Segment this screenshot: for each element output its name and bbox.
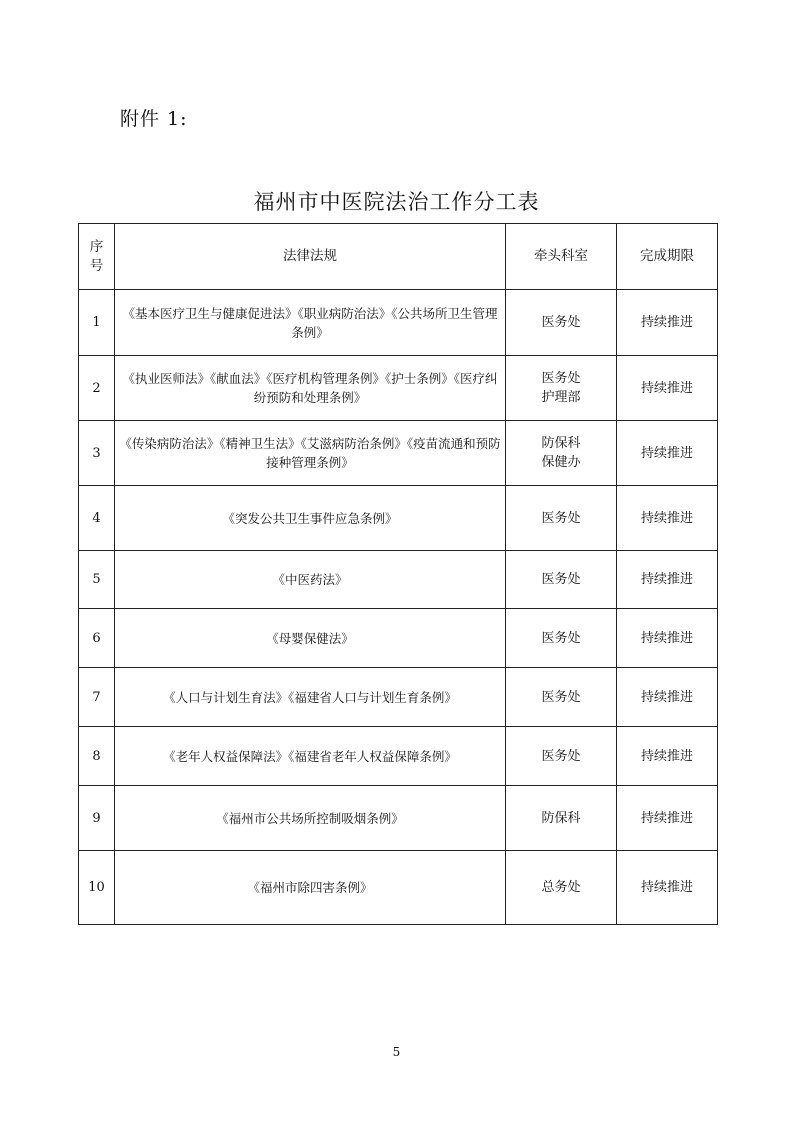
row-deadline: 持续推进 bbox=[617, 356, 718, 421]
table-header-row bbox=[79, 224, 718, 290]
table-row bbox=[79, 786, 718, 851]
row-deadline: 持续推进 bbox=[617, 551, 718, 609]
row-deadline: 持续推进 bbox=[617, 486, 718, 551]
table-row bbox=[79, 421, 718, 486]
header-serial-number: 序 号 bbox=[79, 224, 115, 290]
table-row bbox=[79, 609, 718, 668]
row-lead-department: 医务处 bbox=[506, 486, 617, 551]
row-serial-number: 3 bbox=[79, 421, 115, 486]
row-laws-regulations: 《基本医疗卫生与健康促进法》《职业病防治法》《公共场所卫生管理条例》 bbox=[115, 290, 506, 356]
row-deadline: 持续推进 bbox=[617, 609, 718, 668]
row-lead-department: 医务处 bbox=[506, 290, 617, 356]
row-laws-regulations: 《突发公共卫生事件应急条例》 bbox=[115, 486, 506, 551]
row-lead-department: 防保科 bbox=[506, 786, 617, 851]
row-deadline: 持续推进 bbox=[617, 851, 718, 925]
row-serial-number: 6 bbox=[79, 609, 115, 668]
row-laws-regulations: 《母婴保健法》 bbox=[115, 609, 506, 668]
table-row bbox=[79, 551, 718, 609]
row-serial-number: 1 bbox=[79, 290, 115, 356]
table-row bbox=[79, 668, 718, 727]
table-row bbox=[79, 290, 718, 356]
row-lead-department: 医务处 bbox=[506, 668, 617, 727]
row-lead-department: 医务处 bbox=[506, 609, 617, 668]
table-row bbox=[79, 486, 718, 551]
row-laws-regulations: 《福州市除四害条例》 bbox=[115, 851, 506, 925]
row-lead-department: 医务处 bbox=[506, 551, 617, 609]
row-deadline: 持续推进 bbox=[617, 421, 718, 486]
row-serial-number: 4 bbox=[79, 486, 115, 551]
row-serial-number: 7 bbox=[79, 668, 115, 727]
table-body bbox=[79, 290, 718, 925]
header-laws-regulations: 法律法规 bbox=[115, 224, 506, 290]
row-lead-department: 总务处 bbox=[506, 851, 617, 925]
row-deadline: 持续推进 bbox=[617, 786, 718, 851]
row-deadline: 持续推进 bbox=[617, 668, 718, 727]
row-serial-number: 5 bbox=[79, 551, 115, 609]
row-lead-department: 医务处 护理部 bbox=[506, 356, 617, 421]
document-title: 福州市中医院法治工作分工表 bbox=[253, 190, 540, 214]
row-laws-regulations: 《传染病防治法》《精神卫生法》《艾滋病防治条例》《疫苗流通和预防接种管理条例》 bbox=[115, 421, 506, 486]
table-row bbox=[79, 727, 718, 786]
table-row bbox=[79, 356, 718, 421]
row-laws-regulations: 《人口与计划生育法》《福建省人口与计划生育条例》 bbox=[115, 668, 506, 727]
row-deadline: 持续推进 bbox=[617, 727, 718, 786]
table-row bbox=[79, 851, 718, 925]
page-number: 5 bbox=[392, 1045, 401, 1059]
row-serial-number: 2 bbox=[79, 356, 115, 421]
attachment-label: 附件 1: bbox=[120, 108, 188, 130]
law-division-table bbox=[78, 223, 718, 925]
row-deadline: 持续推进 bbox=[617, 290, 718, 356]
row-laws-regulations: 《执业医师法》《献血法》《医疗机构管理条例》《护士条例》《医疗纠纷预防和处理条例》 bbox=[115, 356, 506, 421]
header-deadline: 完成期限 bbox=[617, 224, 718, 290]
row-lead-department: 医务处 bbox=[506, 727, 617, 786]
row-serial-number: 9 bbox=[79, 786, 115, 851]
header-lead-department: 牵头科室 bbox=[506, 224, 617, 290]
row-laws-regulations: 《老年人权益保障法》《福建省老年人权益保障条例》 bbox=[115, 727, 506, 786]
row-serial-number: 8 bbox=[79, 727, 115, 786]
row-lead-department: 防保科 保健办 bbox=[506, 421, 617, 486]
row-laws-regulations: 《福州市公共场所控制吸烟条例》 bbox=[115, 786, 506, 851]
row-serial-number: 10 bbox=[79, 851, 115, 925]
row-laws-regulations: 《中医药法》 bbox=[115, 551, 506, 609]
